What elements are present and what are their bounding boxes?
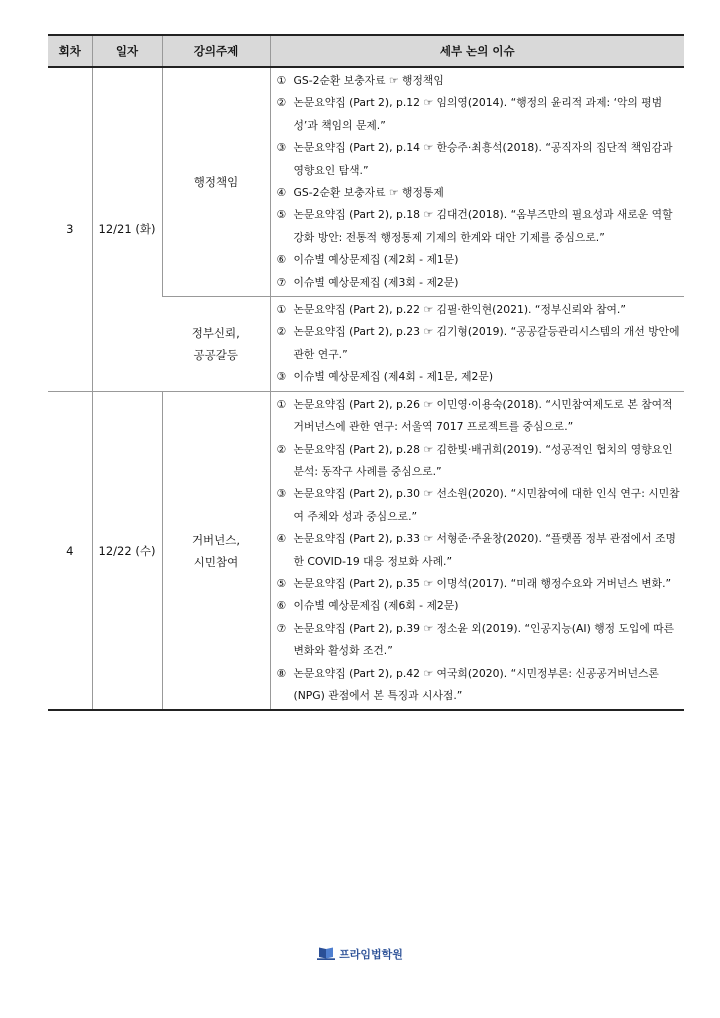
issue-number: ② [276, 96, 287, 110]
table-row [48, 391, 684, 710]
round-cell: 4 [48, 391, 92, 710]
issue-item [277, 483, 681, 528]
header-date: 일자 [92, 35, 162, 67]
issue-item [277, 204, 681, 249]
issue-text: 논문요약집 (Part 2), p.30 ☞ 선소원(2020). “시민참여에 대한 인식 연구: 시민참여 주체와 성과 중심으로.” [293, 487, 680, 523]
issue-number: ② [276, 325, 287, 339]
issue-text: GS-2순환 보충자료 ☞ 행정통제 [293, 186, 444, 200]
issue-number: ④ [276, 532, 287, 546]
issue-text: 논문요약집 (Part 2), p.28 ☞ 김한빛·배귀희(2019). “성공적인 협치의 영향요인분석: 동작구 사례를 중심으로.” [293, 442, 673, 478]
issue-text: 논문요약집 (Part 2), p.42 ☞ 여국희(2020). “시민정부론: 신공공거버넌스론(NPG) 관점에서 본 특징과 시사점.” [293, 666, 659, 702]
issue-text: 논문요약집 (Part 2), p.14 ☞ 한승주·최흥석(2018). “공직자의 집단적 책임감과 영향요인 탐색.” [293, 141, 673, 177]
table-body [48, 67, 684, 710]
topic-cell: 거버넌스, 시민참여 [162, 391, 270, 710]
issue-text: 논문요약집 (Part 2), p.23 ☞ 김기형(2019). “공공갈등관리시스템의 개선 방안에 관한 연구.” [293, 325, 680, 361]
topic-cell: 행정책임 [162, 67, 270, 297]
issue-text: 논문요약집 (Part 2), p.12 ☞ 임의영(2014). “행정의 윤리적 과제: ‘악의 평범성’과 책임의 문제.” [293, 96, 663, 132]
book-logo-icon [317, 947, 335, 963]
issues-cell [270, 67, 684, 297]
issue-item [277, 439, 681, 484]
issue-item [277, 528, 681, 573]
footer-brand: 프라임법학원 [339, 948, 403, 961]
lecture-schedule-table [48, 34, 684, 711]
issue-number: ⑥ [276, 253, 287, 267]
issue-text: 논문요약집 (Part 2), p.22 ☞ 김필·한익현(2021). “정부신뢰와 참여.” [293, 303, 626, 317]
issue-number: ② [276, 442, 287, 456]
issue-number: ⑦ [276, 275, 287, 289]
date-cell: 12/21 (화) [92, 67, 162, 391]
issue-number: ⑦ [276, 621, 287, 635]
issue-number: ③ [276, 141, 287, 155]
issue-text: 논문요약집 (Part 2), p.35 ☞ 이명석(2017). “미래 행정수요와 거버넌스 변화.” [293, 576, 672, 590]
issue-item [277, 595, 681, 617]
issue-text: 논문요약집 (Part 2), p.18 ☞ 김대건(2018). “옴부즈만의 필요성과 새로운 역할 강화 방안: 전통적 행정통제 기제의 한계와 대안 기제를 중심으로.” [293, 208, 673, 244]
issue-item [277, 366, 681, 388]
header-round: 회차 [48, 35, 92, 67]
issue-item [277, 272, 681, 294]
issue-text: 이슈별 예상문제집 (제3회 - 제2문) [293, 275, 459, 289]
header-issues: 세부 논의 이슈 [270, 35, 684, 67]
issue-text: 이슈별 예상문제집 (제6회 - 제2문) [293, 599, 459, 613]
issues-cell [270, 297, 684, 392]
issue-number: ③ [276, 370, 287, 384]
issue-number: ⑧ [276, 666, 287, 680]
issue-item [277, 299, 681, 321]
issue-text: 논문요약집 (Part 2), p.39 ☞ 정소윤 외(2019). “인공지능(AI) 행정 도입에 따른 변화와 활성화 조건.” [293, 621, 675, 658]
issue-number: ⑤ [276, 208, 287, 222]
issue-text: 이슈별 예상문제집 (제4회 - 제1문, 제2문) [293, 370, 494, 384]
issue-number: ① [276, 397, 287, 411]
header-topic: 강의주제 [162, 35, 270, 67]
issue-number: ① [276, 303, 287, 317]
issue-number: ① [276, 74, 287, 87]
issue-number: ⑥ [276, 599, 287, 613]
issue-item [277, 249, 681, 271]
issue-item [277, 321, 681, 366]
topic-cell: 정부신뢰, 공공갈등 [162, 297, 270, 392]
issue-text: 논문요약집 (Part 2), p.26 ☞ 이민영·이용숙(2018). “시민참여제도로 본 참여적 거버넌스에 관한 연구: 서울역 7017 프로젝트를 중심으로.” [293, 397, 673, 434]
issue-text: GS-2순환 보충자료 ☞ 행정책임 [293, 74, 444, 87]
table-row [48, 67, 684, 297]
issue-number: ③ [276, 487, 287, 501]
issue-text: 논문요약집 (Part 2), p.33 ☞ 서형준·주윤창(2020). “플랫폼 정부 관점에서 조명한 COVID-19 대응 정보화 사례.” [293, 532, 676, 568]
issue-number: ④ [276, 186, 287, 200]
issue-item [277, 573, 681, 595]
issue-item [277, 182, 681, 204]
issue-text: 이슈별 예상문제집 (제2회 - 제1문) [293, 253, 459, 267]
issue-item [277, 70, 681, 92]
issue-item [277, 137, 681, 182]
issue-item [277, 92, 681, 137]
issue-item [277, 394, 681, 439]
table-header-row [48, 35, 684, 67]
date-cell: 12/22 (수) [92, 391, 162, 710]
issue-number: ⑤ [276, 576, 287, 590]
issue-item [277, 618, 681, 663]
issue-item [277, 663, 681, 708]
round-cell: 3 [48, 67, 92, 391]
footer [0, 946, 720, 963]
issues-cell [270, 391, 684, 710]
